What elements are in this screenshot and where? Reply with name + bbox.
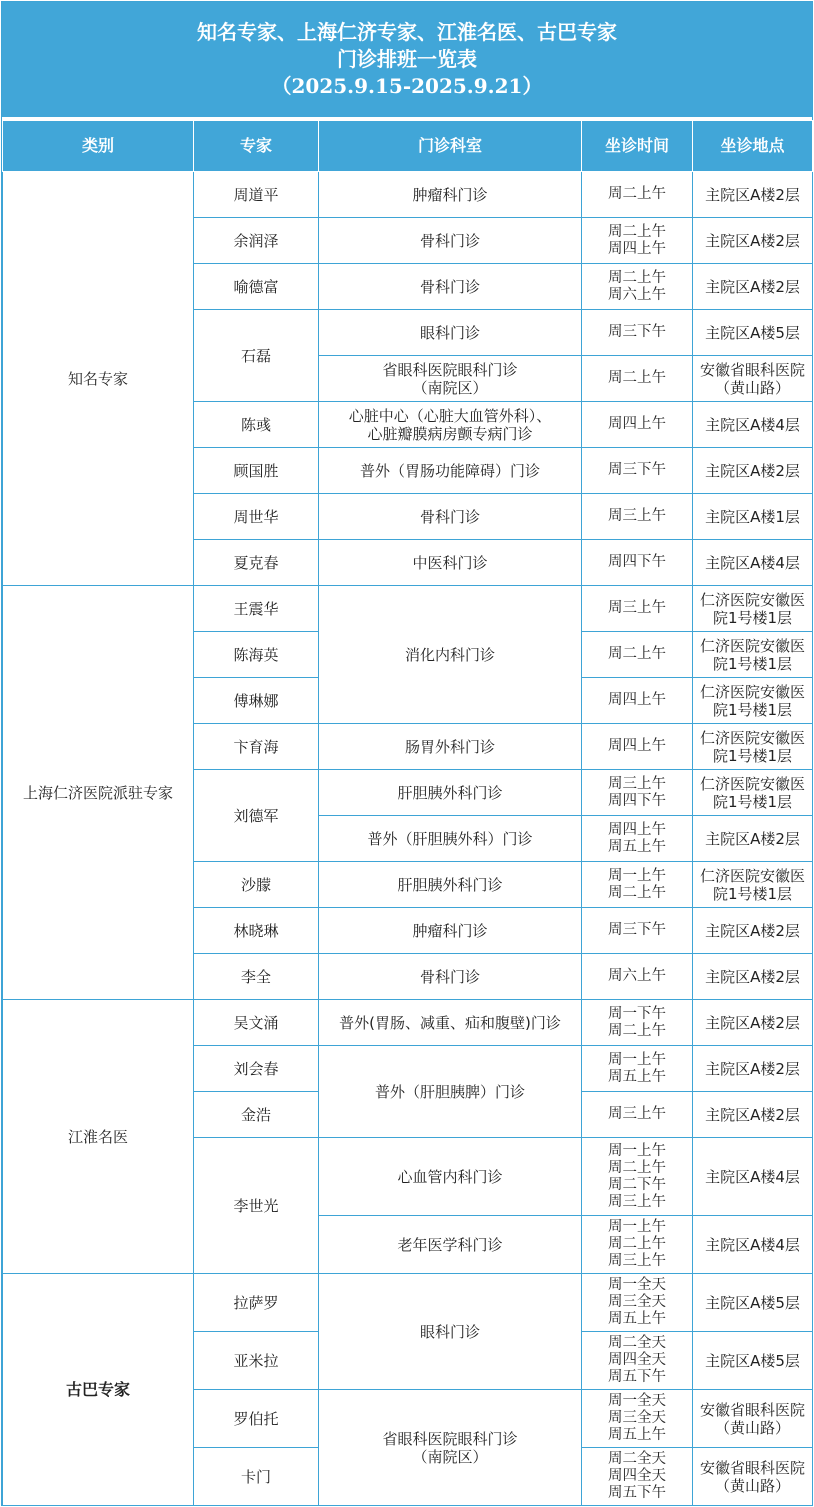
expert-name: 周世华 bbox=[194, 494, 319, 540]
location-cell: 主院区A楼4层 bbox=[693, 402, 813, 448]
location-cell: 安徽省眼科医院 （黄山路） bbox=[693, 1448, 813, 1506]
department-cell: 普外（胃肠功能障碍）门诊 bbox=[319, 448, 582, 494]
department-cell: 中医科门诊 bbox=[319, 540, 582, 586]
table-row bbox=[3, 1274, 813, 1332]
time-cell: 周一上午 周二上午 bbox=[582, 862, 693, 908]
department-cell: 普外（肝胆胰脾）门诊 bbox=[319, 1046, 582, 1138]
department-cell: 骨科门诊 bbox=[319, 954, 582, 1000]
col-header-location: 坐诊地点 bbox=[693, 121, 813, 172]
title-date-range: （2025.9.15-2025.9.21） bbox=[271, 74, 543, 98]
time-cell: 周一上午 周二上午 周二下午 周三上午 bbox=[582, 1138, 693, 1216]
location-cell: 仁济医院安徽医 院1号楼1层 bbox=[693, 770, 813, 816]
department-cell: 骨科门诊 bbox=[319, 264, 582, 310]
location-cell: 主院区A楼5层 bbox=[693, 310, 813, 356]
location-cell: 主院区A楼2层 bbox=[693, 448, 813, 494]
expert-name: 夏克春 bbox=[194, 540, 319, 586]
time-cell: 周一全天 周三全天 周五上午 bbox=[582, 1390, 693, 1448]
col-header-category: 类别 bbox=[3, 121, 194, 172]
location-cell: 主院区A楼1层 bbox=[693, 494, 813, 540]
department-cell: 普外（肝胆胰外科）门诊 bbox=[319, 816, 582, 862]
expert-name: 卡门 bbox=[194, 1448, 319, 1506]
department-cell: 肿瘤科门诊 bbox=[319, 172, 582, 218]
time-cell: 周二上午 bbox=[582, 632, 693, 678]
location-cell: 仁济医院安徽医 院1号楼1层 bbox=[693, 586, 813, 632]
location-cell: 主院区A楼2层 bbox=[693, 264, 813, 310]
department-cell: 眼科门诊 bbox=[319, 310, 582, 356]
category-cell: 知名专家 bbox=[3, 172, 194, 586]
location-cell: 仁济医院安徽医 院1号楼1层 bbox=[693, 632, 813, 678]
department-cell: 心血管内科门诊 bbox=[319, 1138, 582, 1216]
department-cell: 眼科门诊 bbox=[319, 1274, 582, 1390]
schedule-sheet bbox=[1, 1, 813, 1506]
expert-name: 李世光 bbox=[194, 1138, 319, 1274]
schedule-table bbox=[2, 120, 813, 1506]
time-cell: 周四上午 bbox=[582, 402, 693, 448]
col-header-time: 坐诊时间 bbox=[582, 121, 693, 172]
time-cell: 周四上午 bbox=[582, 724, 693, 770]
expert-name: 沙朦 bbox=[194, 862, 319, 908]
location-cell: 主院区A楼4层 bbox=[693, 1216, 813, 1274]
location-cell: 主院区A楼2层 bbox=[693, 816, 813, 862]
location-cell: 仁济医院安徽医 院1号楼1层 bbox=[693, 678, 813, 724]
time-cell: 周一下午 周二上午 bbox=[582, 1000, 693, 1046]
category-cell: 江淮名医 bbox=[3, 1000, 194, 1274]
expert-name: 刘会春 bbox=[194, 1046, 319, 1092]
location-cell: 主院区A楼2层 bbox=[693, 1092, 813, 1138]
time-cell: 周三上午 bbox=[582, 494, 693, 540]
location-cell: 主院区A楼2层 bbox=[693, 172, 813, 218]
department-cell: 普外(胃肠、减重、疝和腹壁)门诊 bbox=[319, 1000, 582, 1046]
time-cell: 周四上午 bbox=[582, 678, 693, 724]
location-cell: 主院区A楼4层 bbox=[693, 1138, 813, 1216]
time-cell: 周二上午 周六上午 bbox=[582, 264, 693, 310]
table-row bbox=[3, 586, 813, 632]
expert-name: 罗伯托 bbox=[194, 1390, 319, 1448]
department-cell: 肿瘤科门诊 bbox=[319, 908, 582, 954]
expert-name: 王震华 bbox=[194, 586, 319, 632]
expert-name: 拉萨罗 bbox=[194, 1274, 319, 1332]
department-cell: 骨科门诊 bbox=[319, 494, 582, 540]
expert-name: 卞育海 bbox=[194, 724, 319, 770]
time-cell: 周二上午 bbox=[582, 172, 693, 218]
time-cell: 周四下午 bbox=[582, 540, 693, 586]
col-header-department: 门诊科室 bbox=[319, 121, 582, 172]
time-cell: 周一上午 周五上午 bbox=[582, 1046, 693, 1092]
expert-name: 李全 bbox=[194, 954, 319, 1000]
time-cell: 周三上午 周四下午 bbox=[582, 770, 693, 816]
location-cell: 主院区A楼5层 bbox=[693, 1332, 813, 1390]
department-cell: 消化内科门诊 bbox=[319, 586, 582, 724]
time-cell: 周三下午 bbox=[582, 448, 693, 494]
expert-name: 傅琳娜 bbox=[194, 678, 319, 724]
expert-name: 喻德富 bbox=[194, 264, 319, 310]
time-cell: 周三上午 bbox=[582, 586, 693, 632]
table-row bbox=[3, 1000, 813, 1046]
location-cell: 主院区A楼2层 bbox=[693, 1000, 813, 1046]
category-cell: 上海仁济医院派驻专家 bbox=[3, 586, 194, 1000]
time-cell: 周三上午 bbox=[582, 1092, 693, 1138]
expert-name: 亚米拉 bbox=[194, 1332, 319, 1390]
department-cell: 肝胆胰外科门诊 bbox=[319, 770, 582, 816]
col-header-expert: 专家 bbox=[194, 121, 319, 172]
location-cell: 主院区A楼5层 bbox=[693, 1274, 813, 1332]
time-cell: 周一全天 周三全天 周五上午 bbox=[582, 1274, 693, 1332]
department-cell: 肠胃外科门诊 bbox=[319, 724, 582, 770]
location-cell: 安徽省眼科医院 （黄山路） bbox=[693, 356, 813, 402]
time-cell: 周二全天 周四全天 周五下午 bbox=[582, 1448, 693, 1506]
location-cell: 仁济医院安徽医 院1号楼1层 bbox=[693, 862, 813, 908]
department-cell: 省眼科医院眼科门诊 （南院区） bbox=[319, 356, 582, 402]
time-cell: 周四上午 周五上午 bbox=[582, 816, 693, 862]
expert-name: 周道平 bbox=[194, 172, 319, 218]
department-cell: 省眼科医院眼科门诊 （南院区） bbox=[319, 1390, 582, 1506]
expert-name: 林晓琳 bbox=[194, 908, 319, 954]
location-cell: 主院区A楼2层 bbox=[693, 1046, 813, 1092]
expert-name: 余润泽 bbox=[194, 218, 319, 264]
department-cell: 骨科门诊 bbox=[319, 218, 582, 264]
time-cell: 周一上午 周二上午 周三上午 bbox=[582, 1216, 693, 1274]
time-cell: 周三下午 bbox=[582, 310, 693, 356]
location-cell: 主院区A楼2层 bbox=[693, 218, 813, 264]
location-cell: 安徽省眼科医院 （黄山路） bbox=[693, 1390, 813, 1448]
expert-name: 石磊 bbox=[194, 310, 319, 402]
expert-name: 刘德军 bbox=[194, 770, 319, 862]
time-cell: 周三下午 bbox=[582, 908, 693, 954]
header-row bbox=[3, 121, 813, 172]
expert-name: 金浩 bbox=[194, 1092, 319, 1138]
department-cell: 肝胆胰外科门诊 bbox=[319, 862, 582, 908]
department-cell: 心脏中心（心脏大血管外科）、 心脏瓣膜病房颤专病门诊 bbox=[319, 402, 582, 448]
location-cell: 主院区A楼4层 bbox=[693, 540, 813, 586]
expert-name: 顾国胜 bbox=[194, 448, 319, 494]
location-cell: 仁济医院安徽医 院1号楼1层 bbox=[693, 724, 813, 770]
title-line-1: 知名专家、上海仁济专家、江淮名医、古巴专家 bbox=[197, 20, 617, 44]
time-cell: 周二上午 周四上午 bbox=[582, 218, 693, 264]
table-row bbox=[3, 172, 813, 218]
time-cell: 周六上午 bbox=[582, 954, 693, 1000]
location-cell: 主院区A楼2层 bbox=[693, 908, 813, 954]
expert-name: 陈彧 bbox=[194, 402, 319, 448]
time-cell: 周二全天 周四全天 周五下午 bbox=[582, 1332, 693, 1390]
department-cell: 老年医学科门诊 bbox=[319, 1216, 582, 1274]
title-line-2: 门诊排班一览表 bbox=[337, 47, 477, 71]
expert-name: 吴文涌 bbox=[194, 1000, 319, 1046]
time-cell: 周二上午 bbox=[582, 356, 693, 402]
title-banner bbox=[2, 2, 812, 120]
location-cell: 主院区A楼2层 bbox=[693, 954, 813, 1000]
expert-name: 陈海英 bbox=[194, 632, 319, 678]
category-cell: 古巴专家 bbox=[3, 1274, 194, 1506]
